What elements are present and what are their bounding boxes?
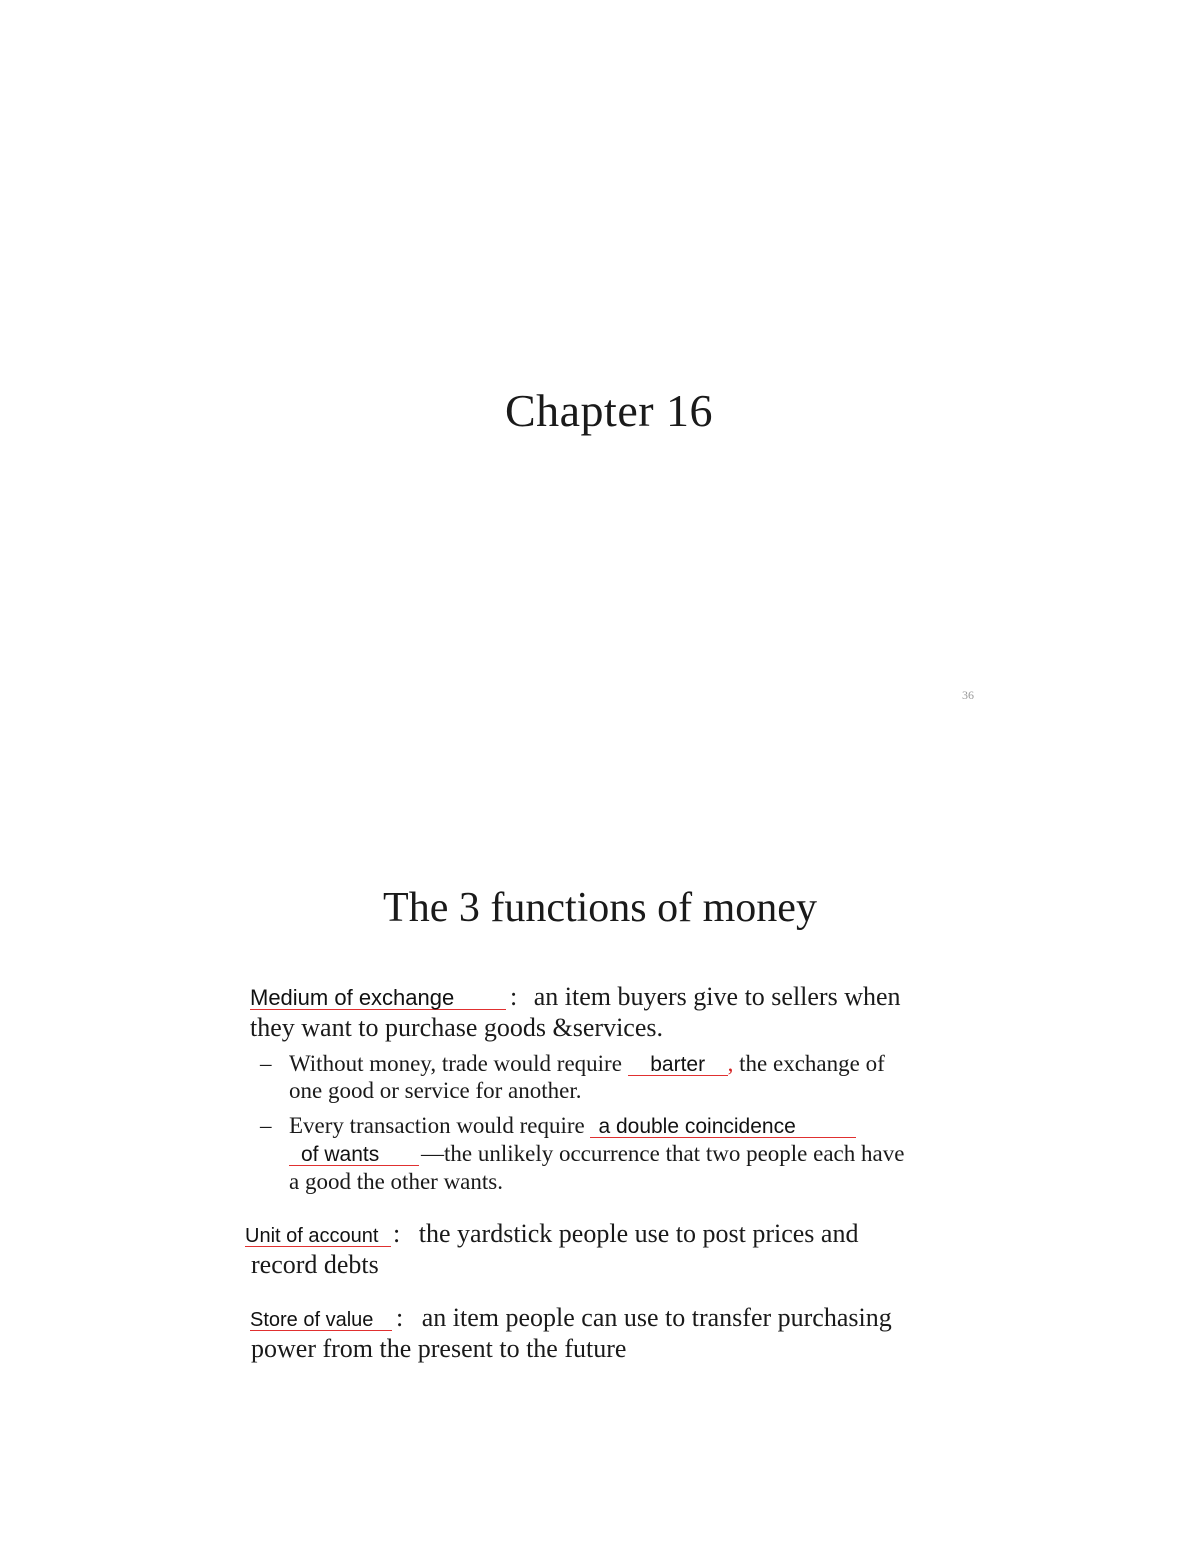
bullet-dash-2: – bbox=[260, 1113, 272, 1138]
of-wants-blank: of wants bbox=[289, 1144, 419, 1166]
bullet1-text-before: Without money, trade would require bbox=[289, 1051, 622, 1076]
medium-of-exchange-line bbox=[250, 982, 901, 1012]
store-definition-line1: an item people can use to transfer purchasing bbox=[421, 1303, 892, 1332]
medium-definition-line1: an item buyers give to sellers when bbox=[533, 982, 901, 1011]
chapter-title: Chapter 16 bbox=[504, 385, 714, 436]
medium-of-exchange-term: Medium of exchange bbox=[250, 987, 506, 1010]
barter-blank: barter bbox=[628, 1054, 728, 1076]
unit-definition-line2: record debts bbox=[251, 1250, 379, 1279]
store-of-value-term: Store of value bbox=[250, 1310, 392, 1331]
bullet1-comma: , bbox=[727, 1051, 734, 1076]
slide-title: The 3 functions of money bbox=[383, 885, 817, 931]
bullet2-line2 bbox=[289, 1141, 904, 1167]
bullet2-text-after: —the unlikely occurrence that two people each have bbox=[421, 1141, 905, 1166]
bullet2-line1 bbox=[289, 1113, 856, 1139]
store-of-value-line bbox=[250, 1303, 892, 1333]
bullet1-line2: one good or service for another. bbox=[289, 1078, 582, 1103]
bullet2-line3: a good the other wants. bbox=[289, 1169, 503, 1194]
unit-of-account-term: Unit of account bbox=[245, 1226, 391, 1247]
bullet2-text-before: Every transaction would require bbox=[289, 1113, 585, 1138]
bullet-dash-1: – bbox=[260, 1051, 272, 1076]
bullet1-text-after: the exchange of bbox=[739, 1051, 885, 1076]
medium-definition-line2: they want to purchase goods &services. bbox=[250, 1013, 664, 1042]
store-definition-line2: power from the present to the future bbox=[251, 1334, 627, 1363]
store-colon: : bbox=[396, 1303, 404, 1332]
bullet1-line1 bbox=[289, 1051, 885, 1077]
unit-of-account-line bbox=[245, 1219, 858, 1249]
unit-definition-line1: the yardstick people use to post prices and bbox=[418, 1219, 859, 1248]
unit-colon: : bbox=[393, 1219, 401, 1248]
medium-colon: : bbox=[510, 982, 518, 1011]
double-coincidence-blank: a double coincidence bbox=[590, 1116, 856, 1138]
page-number: 36 bbox=[962, 688, 974, 702]
